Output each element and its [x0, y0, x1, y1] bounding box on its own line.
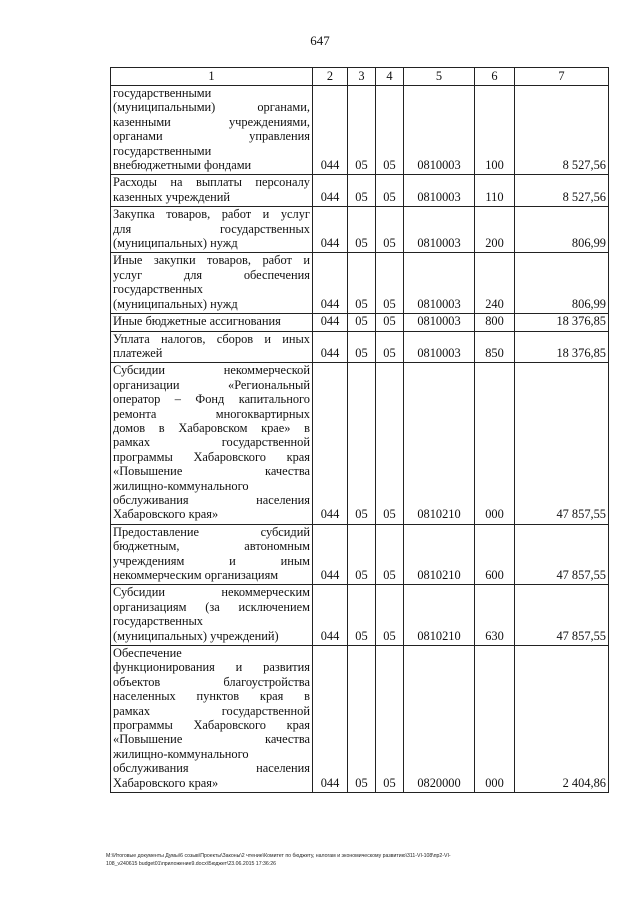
target-article-code: 0810210	[404, 363, 475, 524]
amount-value: 8 527,56	[515, 86, 609, 175]
amount-value: 47 857,55	[515, 524, 609, 585]
description-line: программы Хабаровского края	[113, 449, 310, 464]
section-code: 05	[348, 314, 376, 331]
target-article-code: 0810003	[404, 314, 475, 331]
section-code: 05	[348, 524, 376, 585]
subsection-code: 05	[376, 253, 404, 314]
description-line: внебюджетными фондами	[113, 158, 252, 173]
column-header: 2	[313, 68, 348, 86]
row-description	[111, 524, 313, 585]
description-line: Хабаровского края»	[113, 507, 219, 522]
table-row	[111, 331, 609, 363]
description-line: жилищно-коммунального	[113, 478, 249, 493]
ministry-code: 044	[313, 253, 348, 314]
expense-type-code: 000	[475, 363, 515, 524]
description-line: услуг для обеспечения	[113, 267, 310, 282]
description-line: ремонта многоквартирных	[113, 406, 310, 421]
table-row	[111, 524, 609, 585]
description-line: Уплата налогов, сборов и иных	[113, 331, 310, 346]
table-row	[111, 314, 609, 331]
description-line: домов в Хабаровском крае» в	[113, 420, 310, 435]
row-description	[111, 314, 313, 331]
description-line: Хабаровского края»	[113, 775, 219, 790]
description-line: объектов благоустройства	[113, 674, 310, 689]
section-code: 05	[348, 253, 376, 314]
description-line: государственными	[113, 143, 212, 158]
row-description	[111, 253, 313, 314]
description-line: Закупка товаров, работ и услуг	[113, 207, 310, 222]
description-line: Предоставление субсидий	[113, 524, 310, 539]
amount-value: 806,99	[515, 253, 609, 314]
description-line: программы Хабаровского края	[113, 718, 310, 733]
section-code: 05	[348, 646, 376, 793]
budget-table	[110, 67, 609, 793]
description-line: населенных пунктов края в	[113, 689, 310, 704]
description-line: бюджетным, автономным	[113, 539, 310, 554]
table-row	[111, 175, 609, 207]
target-article-code: 0810003	[404, 175, 475, 207]
description-line: Субсидии некоммерческим	[113, 585, 310, 600]
subsection-code: 05	[376, 524, 404, 585]
description-line: рамках государственной	[113, 703, 310, 718]
section-code: 05	[348, 86, 376, 175]
footer-line: М:\Итоговые документы Думы\6 созыв\Проекты\Законы\2 чтение\Комитет по бюджету, налогам и экономическому развитию\311-VI-108\пр2-VI-	[106, 853, 451, 859]
target-article-code: 0810003	[404, 331, 475, 363]
target-article-code: 0820000	[404, 646, 475, 793]
description-line: «Повышение качества	[113, 732, 310, 747]
ministry-code: 044	[313, 314, 348, 331]
description-line: (муниципальных) учреждений)	[113, 628, 279, 643]
description-line: Субсидии некоммерческой	[113, 363, 310, 378]
subsection-code: 05	[376, 86, 404, 175]
description-line: органами управления	[113, 129, 310, 144]
section-code: 05	[348, 331, 376, 363]
amount-value: 806,99	[515, 207, 609, 253]
expense-type-code: 800	[475, 314, 515, 331]
table-row	[111, 585, 609, 646]
amount-value: 18 376,85	[515, 331, 609, 363]
expense-type-code: 200	[475, 207, 515, 253]
column-header: 6	[475, 68, 515, 86]
ministry-code: 044	[313, 86, 348, 175]
description-line: «Повышение качества	[113, 464, 310, 479]
subsection-code: 05	[376, 314, 404, 331]
table-row	[111, 207, 609, 253]
description-line: казенных учреждений	[113, 189, 230, 204]
row-description	[111, 86, 313, 175]
subsection-code: 05	[376, 363, 404, 524]
column-header: 3	[348, 68, 376, 86]
description-line: оператор – Фонд капитального	[113, 392, 310, 407]
description-line: (муниципальными) органами,	[113, 100, 310, 115]
section-code: 05	[348, 207, 376, 253]
expense-type-code: 110	[475, 175, 515, 207]
description-line: жилищно-коммунального	[113, 746, 249, 761]
description-line: государственных	[113, 282, 204, 297]
description-line: обслуживания населения	[113, 761, 310, 776]
expense-type-code: 630	[475, 585, 515, 646]
section-code: 05	[348, 585, 376, 646]
description-line: некоммерческим организациям	[113, 568, 279, 582]
row-description	[111, 175, 313, 207]
amount-value: 47 857,55	[515, 585, 609, 646]
section-code: 05	[348, 175, 376, 207]
document-path-footer	[106, 852, 616, 868]
expense-type-code: 000	[475, 646, 515, 793]
column-header: 7	[515, 68, 609, 86]
column-header: 5	[404, 68, 475, 86]
description-line: обслуживания населения	[113, 492, 310, 507]
expense-type-code: 100	[475, 86, 515, 175]
description-line: казенными учреждениями,	[113, 114, 310, 129]
column-header: 4	[376, 68, 404, 86]
ministry-code: 044	[313, 207, 348, 253]
target-article-code: 0810210	[404, 585, 475, 646]
subsection-code: 05	[376, 585, 404, 646]
target-article-code: 0810003	[404, 253, 475, 314]
table-row	[111, 253, 609, 314]
ministry-code: 044	[313, 524, 348, 585]
target-article-code: 0810003	[404, 86, 475, 175]
ministry-code: 044	[313, 175, 348, 207]
amount-value: 2 404,86	[515, 646, 609, 793]
description-line: Иные бюджетные ассигнования	[113, 314, 281, 329]
table-row	[111, 646, 609, 793]
description-line: государственными	[113, 86, 212, 100]
description-line: учреждениям и иным	[113, 553, 310, 568]
row-description	[111, 585, 313, 646]
description-line: организациям (за исключением	[113, 599, 310, 614]
row-description	[111, 331, 313, 363]
table-row	[111, 363, 609, 524]
amount-value: 47 857,55	[515, 363, 609, 524]
footer-line: 108_v240615 budget01\приложение9.docx\Бюджет\23.06.2015 17:36:26	[106, 861, 276, 867]
subsection-code: 05	[376, 331, 404, 363]
table-header-row	[111, 68, 609, 86]
description-line: рамках государственной	[113, 435, 310, 450]
description-line: (муниципальных) нужд	[113, 296, 238, 311]
subsection-code: 05	[376, 175, 404, 207]
description-line: (муниципальных) нужд	[113, 236, 238, 251]
amount-value: 8 527,56	[515, 175, 609, 207]
row-description	[111, 207, 313, 253]
description-line: Иные закупки товаров, работ и	[113, 253, 310, 268]
page-number: 647	[310, 33, 330, 48]
target-article-code: 0810210	[404, 524, 475, 585]
description-line: платежей	[113, 345, 163, 360]
target-article-code: 0810003	[404, 207, 475, 253]
description-line: для государственных	[113, 221, 310, 236]
expense-type-code: 240	[475, 253, 515, 314]
description-line: государственных	[113, 614, 204, 629]
amount-value: 18 376,85	[515, 314, 609, 331]
subsection-code: 05	[376, 207, 404, 253]
description-line: функционирования и развития	[113, 660, 310, 675]
ministry-code: 044	[313, 646, 348, 793]
description-line: Обеспечение	[113, 646, 182, 661]
description-line: организации «Региональный	[113, 377, 310, 392]
expense-type-code: 600	[475, 524, 515, 585]
row-description	[111, 646, 313, 793]
ministry-code: 044	[313, 331, 348, 363]
section-code: 05	[348, 363, 376, 524]
table-row	[111, 86, 609, 175]
expense-type-code: 850	[475, 331, 515, 363]
subsection-code: 05	[376, 646, 404, 793]
ministry-code: 044	[313, 363, 348, 524]
description-line: Расходы на выплаты персоналу	[113, 175, 310, 190]
ministry-code: 044	[313, 585, 348, 646]
row-description	[111, 363, 313, 524]
column-header: 1	[111, 68, 313, 86]
